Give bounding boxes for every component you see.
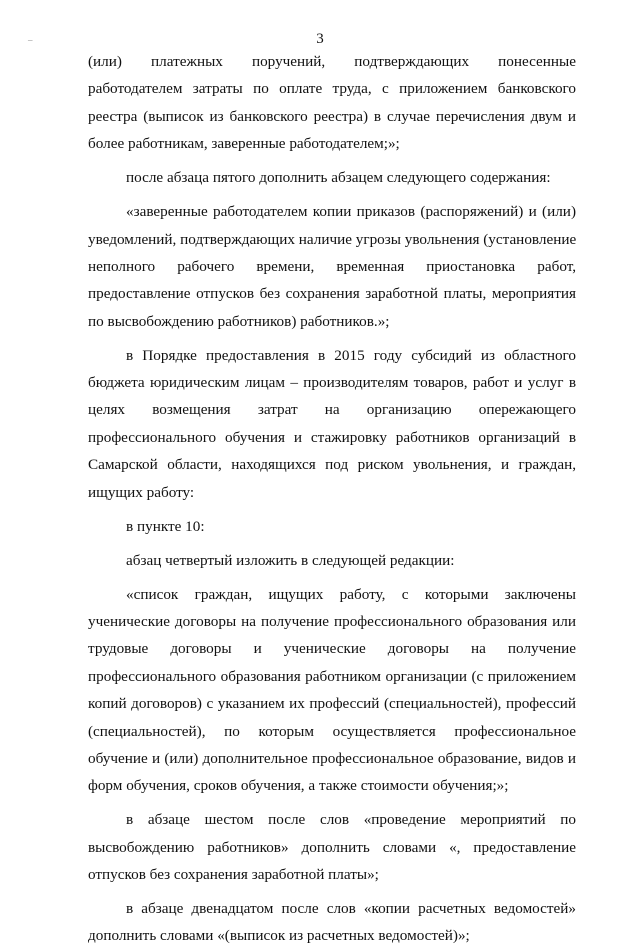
text-line: целях возмещения затрат на организацию опережающего [88,401,576,419]
paragraph-gap [88,506,576,513]
paragraph [88,198,576,335]
text-line: «заверенные работодателем копии приказов (распоряжений) и (или) [126,203,576,221]
text-line: в Порядке предоставления в 2015 году субсидий из областного [126,346,576,364]
text-line: в абзаце двенадцатом после слов «копии расчетных ведомостей» [126,900,576,918]
text-line: в пункте 10: [126,517,205,535]
paragraph [88,581,576,800]
text-line: (специальностей), по которым осуществляется профессиональное [88,722,576,740]
paragraph [88,342,576,506]
text-line: предоставление отпусков без сохранения заработной платы, мероприятия [88,285,576,303]
text-line: «список граждан, ищущих работу, с которыми заключены [126,585,576,603]
text-line: (или) платежных поручений, подтверждающих понесенные [88,53,576,70]
text-line: более работникам, заверенные работодателем;»; [88,135,400,153]
text-line: абзац четвертый изложить в следующей редакции: [126,551,455,569]
paragraph [88,547,576,574]
text-line: ученические договоры на получение профессионального образования или [88,612,576,630]
paragraph [88,48,576,158]
text-line: бюджета юридическим лицам – производителям товаров, работ и услуг в [88,374,576,392]
paragraph [88,895,576,950]
text-line: неполного рабочего времени, временная приостановка работ, [88,257,576,275]
text-line: профессионального образования работником организации (с приложением [88,667,576,685]
text-line: в абзаце шестом после слов «проведение мероприятий по [126,811,576,829]
text-line: Самарской области, находящихся под риском увольнения, и граждан, [88,456,576,474]
paragraph-gap [88,158,576,165]
text-line: отпусков без сохранения заработной платы»; [88,866,379,884]
text-line: трудовые договоры и ученические договоры на получение [88,640,576,658]
text-line: ищущих работу: [88,483,195,501]
paragraph-gap [88,192,576,199]
text-line: форм обучения, сроков обучения, а также стоимости обучения;»; [88,777,509,795]
scan-artifact: – [28,35,33,45]
document-body [88,48,576,950]
text-line: дополнить словами «(выписок из расчетных ведомостей)»; [88,927,470,945]
page-number: 3 [316,31,324,47]
text-line: копий договоров) с указанием их профессий (специальностей), профессий [88,695,576,713]
paragraph-gap [88,335,576,342]
paragraph-gap [88,574,576,581]
text-line: профессионального обучения и стажировку работников организаций в [88,428,576,446]
text-line: высвобождению работников» дополнить словами «, предоставление [88,838,576,856]
paragraph [88,513,576,540]
text-line: обучение и (или) дополнительное профессиональное образование, видов и [88,749,576,767]
paragraph [88,806,576,888]
text-line: после абзаца пятого дополнить абзацем следующего содержания: [126,169,551,187]
paragraph-gap [88,888,576,895]
paragraph-gap [88,540,576,547]
text-line: уведомлений, подтверждающих наличие угрозы увольнения (установление [88,230,576,248]
paragraph-gap [88,800,576,807]
text-line: работодателем затраты по оплате труда, с приложением банковского [88,80,576,98]
paragraph [88,164,576,191]
text-line: по высвобождению работников) работников.»; [88,312,390,330]
text-line: реестра (выписок из банковского реестра) в случае перечисления двум и [88,107,576,125]
